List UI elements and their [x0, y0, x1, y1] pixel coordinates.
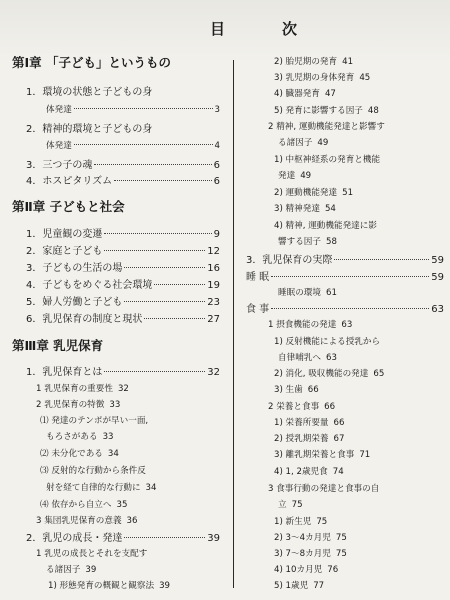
right-entry-page: 63: [341, 320, 353, 330]
left-entry-title: 1．児童観の変遷: [26, 229, 103, 240]
right-entry-title: 3) 精神発達: [274, 204, 320, 214]
right-entry-12: [246, 256, 444, 266]
title-right-char: 次: [282, 20, 299, 38]
right-entry-page: 63: [325, 353, 337, 363]
left-entry-page: 34: [145, 483, 157, 493]
right-entry-4: [268, 123, 385, 132]
right-entry-page: 49: [300, 171, 312, 181]
right-entry-title: 睡 眠: [246, 272, 270, 283]
left-entry-title: 6．乳児保育の制度と現状: [26, 314, 143, 325]
left-entry-page: 16: [207, 263, 220, 274]
right-entry-page: 71: [359, 450, 371, 460]
right-entry-29: [274, 534, 347, 543]
left-entry-title: 5．婦人労働と子ども: [26, 297, 123, 308]
left-entry-16: [36, 385, 129, 394]
right-entry-page: 45: [359, 73, 371, 83]
left-entry-title: る諸因子: [46, 565, 81, 575]
dot-leader: [114, 180, 211, 181]
right-entry-page: 65: [373, 369, 385, 379]
left-entry-page: 23: [207, 297, 220, 308]
dot-leader: [104, 250, 205, 251]
right-entry-26: [268, 485, 379, 494]
right-entry-13: [246, 273, 444, 283]
dot-leader: [154, 284, 205, 285]
left-entry-title: 1 乳児保育の重要性: [36, 384, 113, 394]
right-entry-5: [278, 139, 328, 148]
left-entry-title: 1．環境の状態と子どもの身: [26, 87, 153, 98]
right-entry-2: [274, 90, 336, 99]
left-entry-page: 33: [102, 432, 114, 442]
dot-leader: [124, 267, 205, 268]
right-entry-7: [278, 172, 311, 181]
right-entry-0: [274, 58, 353, 67]
right-entry-32: [274, 582, 324, 591]
right-entry-11: [278, 238, 337, 247]
right-entry-title: 4) 精神, 運動機能発達に影: [274, 221, 377, 231]
right-entry-title: 2) 胎児期の発育: [274, 57, 338, 67]
right-entry-3: [274, 107, 379, 116]
left-entry-12: [26, 298, 220, 308]
left-entry-page: 39: [159, 581, 171, 591]
right-entry-15: [246, 305, 444, 315]
right-entry-9: [274, 205, 336, 214]
left-entry-page: 19: [207, 280, 220, 291]
left-entry-title: 2．家庭と子ども: [26, 246, 103, 257]
right-entry-page: 63: [431, 304, 444, 315]
right-entry-page: 66: [307, 385, 319, 395]
right-entry-title: 5) 発育に影響する因子: [274, 106, 363, 116]
dot-leader: [104, 233, 211, 234]
left-entry-28: [48, 582, 170, 591]
left-entry-page: 35: [116, 500, 128, 510]
right-entry-title: 2) 授乳期栄養: [274, 434, 329, 444]
left-entry-1: [26, 88, 152, 98]
page-title: [0, 18, 450, 42]
right-entry-title: 4) 臓器発育: [274, 89, 320, 99]
right-entry-title: 2 精神, 運動機能発達と影響す: [268, 122, 385, 132]
left-entry-title: 4．子どもをめぐる社会環境: [26, 280, 153, 291]
right-entry-page: 49: [317, 138, 329, 148]
left-entry-10: [26, 264, 220, 274]
right-entry-title: 3．乳児保育の実際: [246, 255, 333, 266]
right-entry-page: 48: [367, 106, 379, 116]
right-entry-title: 食 事: [246, 304, 270, 315]
left-entry-23: [40, 501, 127, 510]
right-entry-title: 4) 1, 2歳児食: [274, 467, 328, 477]
right-entry-title: 1 摂食機能の発達: [268, 320, 337, 330]
left-entry-page: 12: [207, 246, 220, 257]
left-entry-page: 3: [214, 105, 220, 115]
right-entry-title: 1) 栄養所要量: [274, 418, 329, 428]
right-entry-8: [274, 189, 353, 198]
dot-leader: [271, 276, 429, 277]
left-entry-title: ⑷ 依存から自立へ: [40, 500, 112, 510]
right-entry-14: [278, 289, 337, 298]
right-entry-page: 59: [431, 255, 444, 266]
dot-leader: [334, 259, 429, 260]
right-entry-27: [278, 501, 303, 510]
left-entry-page: 6: [213, 176, 220, 187]
right-entry-19: [274, 370, 384, 379]
right-entry-page: 67: [333, 434, 345, 444]
right-entry-page: 74: [332, 467, 344, 477]
right-entry-page: 66: [324, 402, 336, 412]
left-entry-page: 36: [126, 516, 138, 526]
left-entry-18: [40, 417, 148, 426]
left-entry-title: ⑵ 未分化である: [40, 449, 103, 459]
right-entry-page: 75: [316, 517, 328, 527]
right-entry-title: 2) 3～4カ月児: [274, 533, 331, 543]
right-entry-page: 76: [327, 565, 339, 575]
right-entry-title: 3) 7～8カ月児: [274, 549, 331, 559]
dot-leader: [74, 108, 213, 109]
right-entry-page: 47: [324, 89, 336, 99]
right-entry-title: 響する因子: [278, 237, 321, 247]
right-entry-page: 51: [342, 188, 354, 198]
left-entry-title: 射を経て自律的な行動に: [46, 483, 141, 493]
left-entry-15: [26, 368, 220, 378]
right-entry-title: 発達: [278, 171, 296, 181]
left-entry-page: 39: [207, 533, 220, 544]
right-entry-title: 2 栄養と食事: [268, 402, 320, 412]
right-entry-title: 1) 反射機能による授乳から: [274, 337, 381, 347]
right-entry-title: 自律哺乳へ: [278, 353, 321, 363]
left-entry-title: 第Ⅰ章 「子ども」というもの: [12, 55, 172, 70]
left-entry-0: [12, 57, 171, 70]
right-entry-page: 77: [313, 581, 325, 591]
column-divider: [233, 60, 234, 588]
right-entry-17: [274, 338, 380, 347]
right-entry-18: [278, 354, 337, 363]
right-entry-title: 5) 1歳児: [274, 581, 309, 591]
right-entry-title: 3 食事行動の発達と食事の自: [268, 484, 380, 494]
left-entry-page: 27: [207, 314, 220, 325]
left-entry-title: 2 乳児保育の特徴: [36, 400, 105, 410]
right-entry-title: 睡眠の環境: [278, 288, 321, 298]
left-entry-title: 体発達: [46, 141, 72, 151]
right-entry-23: [274, 435, 344, 444]
left-entry-27: [46, 566, 96, 575]
left-entry-22: [46, 484, 156, 493]
left-entry-title: 3．子どもの生活の場: [26, 263, 123, 274]
left-entry-page: 33: [109, 400, 121, 410]
left-entry-25: [26, 534, 220, 544]
left-entry-14: [12, 340, 103, 353]
left-entry-page: 39: [85, 565, 97, 575]
dot-leader: [124, 537, 205, 538]
right-entry-title: 1) 新生児: [274, 517, 312, 527]
right-entry-24: [274, 451, 370, 460]
left-entry-title: 1 乳児の成長とそれを支配す: [36, 549, 148, 559]
right-entry-28: [274, 518, 327, 527]
left-entry-13: [26, 315, 220, 325]
left-entry-title: もろさがある: [46, 432, 98, 442]
left-entry-title: 1．乳児保育とは: [26, 367, 103, 378]
dot-leader: [74, 144, 213, 145]
right-entry-6: [274, 156, 380, 165]
right-entry-page: 75: [335, 549, 347, 559]
left-entry-title: 3 集団乳児保育の意義: [36, 516, 122, 526]
right-entry-title: 4) 10カ月児: [274, 565, 323, 575]
title-left-char: 目: [210, 20, 227, 38]
dot-leader: [104, 371, 205, 372]
left-entry-title: 3．三つ子の魂: [26, 160, 93, 171]
left-entry-title: 2．乳児の成長・発達: [26, 533, 123, 544]
right-entry-page: 41: [342, 57, 354, 67]
left-entry-title: ⑶ 反射的な行動から条件反: [40, 466, 146, 476]
left-entry-24: [36, 517, 137, 526]
right-entry-title: 1) 中枢神経系の発育と機能: [274, 155, 381, 165]
right-entry-30: [274, 550, 347, 559]
left-entry-page: 32: [117, 384, 129, 394]
left-entry-page: 32: [207, 367, 220, 378]
left-entry-20: [40, 450, 119, 459]
right-entry-16: [268, 321, 352, 330]
dot-leader: [271, 308, 429, 309]
right-entry-10: [274, 222, 377, 231]
right-entry-25: [274, 468, 344, 477]
right-entry-page: 54: [324, 204, 336, 214]
right-entry-page: 75: [291, 500, 303, 510]
right-entry-page: 66: [333, 418, 345, 428]
right-entry-title: る諸因子: [278, 138, 313, 148]
dot-leader: [144, 318, 205, 319]
left-entry-title: 第Ⅱ章 子どもと社会: [12, 199, 125, 214]
right-entry-title: 立: [278, 500, 287, 510]
left-entry-page: 34: [107, 449, 119, 459]
left-entry-2: [46, 106, 220, 115]
right-entry-21: [268, 403, 335, 412]
right-entry-title: 3) 乳児期の身体発育: [274, 73, 355, 83]
right-entry-page: 75: [335, 533, 347, 543]
left-entry-page: 6: [213, 160, 220, 171]
left-entry-19: [46, 433, 114, 442]
left-entry-8: [26, 230, 220, 240]
left-entry-9: [26, 247, 220, 257]
right-entry-page: 61: [325, 288, 337, 298]
left-entry-26: [36, 550, 147, 559]
left-entry-title: ⑴ 発達のテンポが早い一面,: [40, 416, 149, 426]
right-entry-20: [274, 386, 319, 395]
dot-leader: [94, 164, 211, 165]
left-entry-17: [36, 401, 120, 410]
left-entry-title: 体発達: [46, 105, 72, 115]
right-entry-1: [274, 74, 370, 83]
left-entry-title: 1) 形態発育の概観と観察法: [48, 581, 155, 591]
dot-leader: [124, 301, 205, 302]
right-entry-title: 2) 運動機能発達: [274, 188, 338, 198]
right-entry-title: 3) 生歯: [274, 385, 303, 395]
right-entry-31: [274, 566, 338, 575]
right-entry-title: 3) 離乳期栄養と食事: [274, 450, 355, 460]
left-entry-21: [40, 467, 146, 476]
left-entry-title: 2．精神的環境と子どもの身: [26, 124, 153, 135]
left-entry-5: [26, 161, 220, 171]
left-entry-3: [26, 125, 152, 135]
right-entry-title: 2) 消化, 吸収機能の発達: [274, 369, 369, 379]
left-entry-page: 4: [214, 141, 220, 151]
left-entry-11: [26, 281, 220, 291]
right-entry-22: [274, 419, 344, 428]
left-entry-7: [12, 201, 125, 214]
right-entry-page: 59: [431, 272, 444, 283]
left-entry-6: [26, 177, 220, 187]
right-entry-page: 58: [325, 237, 337, 247]
left-entry-page: 9: [213, 229, 220, 240]
left-entry-title: 第Ⅲ章 乳児保育: [12, 338, 104, 353]
left-entry-4: [46, 142, 220, 151]
left-entry-title: 4．ホスピタリズム: [26, 176, 113, 187]
